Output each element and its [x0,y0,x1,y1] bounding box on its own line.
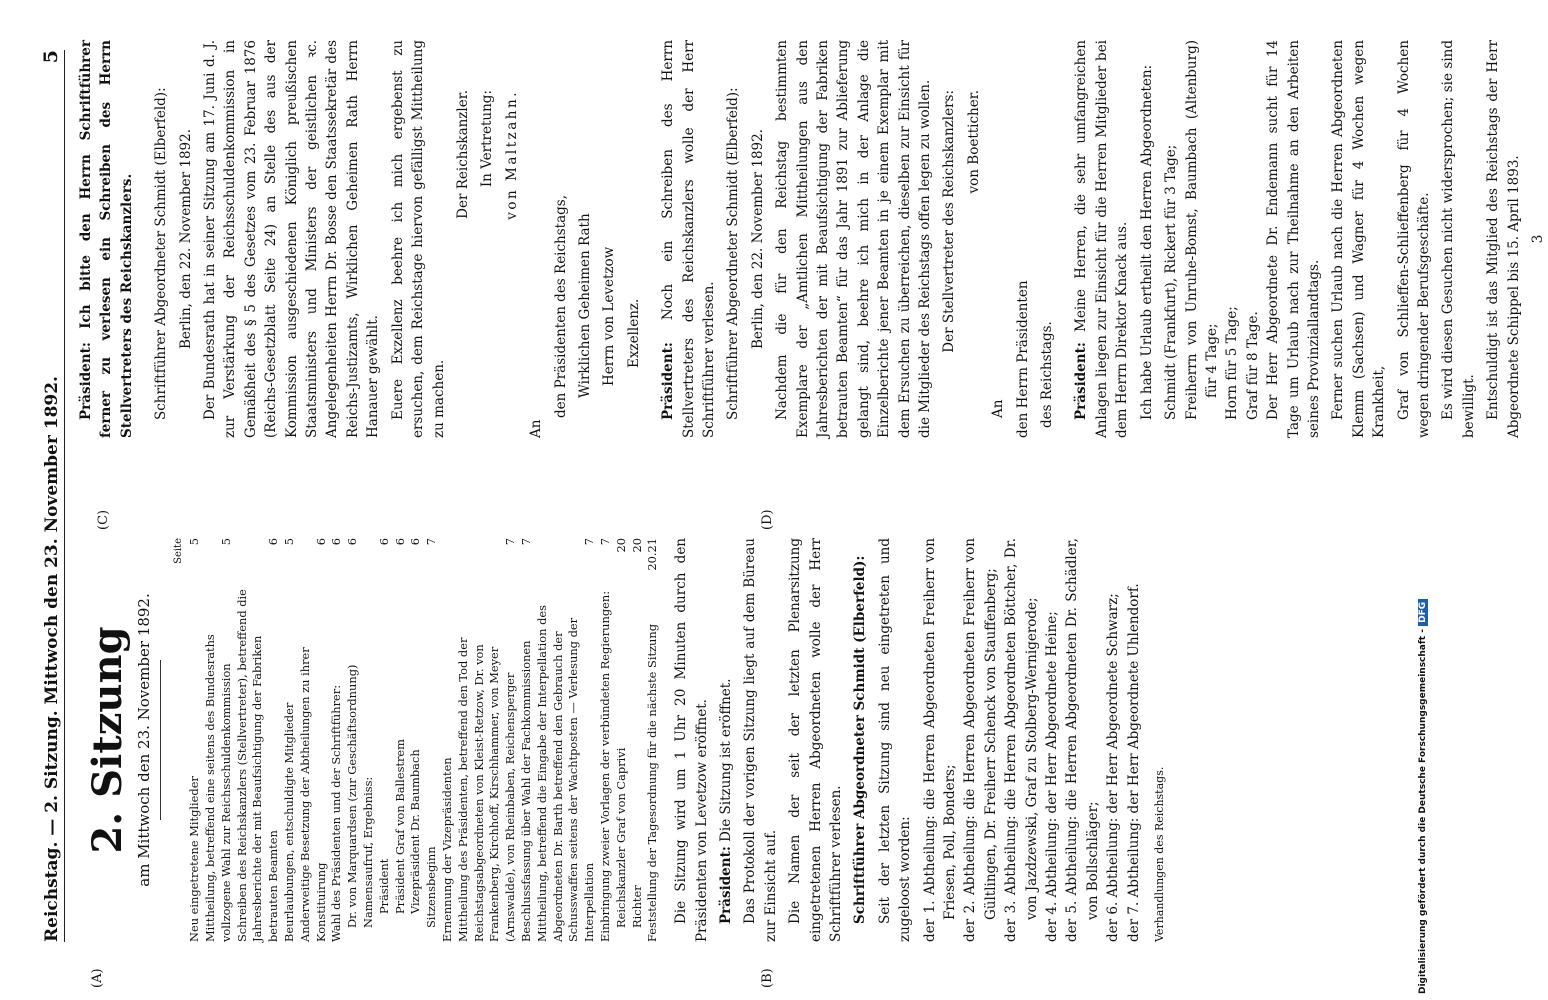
signature-name: von Maltzahn. [503,90,520,220]
toc-entry-text: Wahl des Präsidenten und der Schriftführer: [329,684,344,942]
toc-entry-page: 5 [187,538,202,546]
toc-entry-text: Präsident [376,858,391,914]
leave-request: Der Herr Abgeordnete Dr. Endemann sucht für 14 Tage um Urlaub nach zur Theilnahme an den Arbeiten seines Provinziallandtags. [1265,40,1322,438]
division-item: der 2. Abtheilung: die Herren Abgeordneten Freiherr von Gültlingen, Dr. Freiherr Schenck von Stauffenberg; [962,538,999,942]
speaker-label: Präsident: [78,342,94,420]
margin-marker-b: (B) [760,968,775,988]
signature-line: Der Reichskanzler. [454,90,471,219]
letter-closing: Euere Exzellenz beehre ich mich ergebenst zu ersuchen, dem Reichstage hiervon gefälligst Mittheilung zu machen. [389,40,447,438]
toc-entry-text: Feststellung der Tagesordnung für die nächste Sitzung [645,623,660,942]
toc-entry [345,538,361,942]
toc-entry [203,538,235,942]
president-statement-2: Das Protokoll der vorigen Sitzung liegt auf dem Büreau zur Einsicht auf. [742,538,779,942]
table-of-contents [171,538,661,942]
toc-entry-text: Sitzensbeginn [424,846,439,928]
toc-entry [456,538,519,942]
division-item: der 6. Abtheilung: der Herr Abgeordnete Schwarz; [1105,593,1122,942]
toc-entry-page: 7 [424,538,439,546]
statement-text: Noch ein Schreiben des Herrn Stellvertreters des Reichskanzlers wolle der Herr Schriftführer verlesen. [660,39,717,438]
letter-date: Berlin, den 22. November 1892. [749,128,766,350]
dfg-logo: DFG [1418,599,1428,626]
toc-entry-text: Namensaufruf, Ergebniss: [360,776,375,928]
letter-body: Der Bundesrath hat in seiner Sitzung am 17. Juni d. J. zur Verstärkung der Reichsschuldenkommission in Gemäßheit des § 5 des Gesetzes vom 23. Februar 1876 (Reichs-Gesetzblatt Seite 24) an Stelle des aus der Kommission ausgeschiedenen Königlich preußischen Staatsministers und Ministers der geistlichen ꝛc. Angelegenheiten Herrn Dr. Bosse den Staatssekretär des Reichs-Justizamts, Wirklichen Geheimen Rath Herrn Hanauer gewählt. [202,40,382,438]
address-line: des Reichstags. [1039,321,1056,428]
toc-entry [535,538,598,942]
toc-entry-page: 6 [313,538,328,546]
leave-item: Horn für 5 Tage; [1224,306,1241,420]
signature-name: von Boetticher. [965,90,982,194]
toc-entry [614,538,630,942]
toc-entry-text: Neu eingetretene Mitglieder [187,776,202,942]
toc-entry-text: Richter [629,885,644,928]
sheet-number: 3 [1530,234,1546,244]
toc-entry-page: 6 [345,538,360,546]
toc-entry-page: 6 [266,538,281,546]
page-number: 5 [40,50,62,64]
toc-entry [187,538,203,942]
margin-marker-c: (C) [96,509,111,530]
toc-column-head: Seite [173,538,185,564]
toc-entry-page: 20 [613,538,628,553]
toc-entry-page: 5 [218,538,233,546]
president-statement-3: Die Namen der seit der letzten Plenarsitzung eingetretenen Herren Abgeordneten wolle der Herr Schriftführer verlesen. [787,538,844,942]
leave-intro: Ich habe Urlaub ertheilt den Herren Abgeordneten: [1138,64,1155,420]
leave-item: Schmidt (Frankfurt), Rickert für 3 Tage; [1163,144,1180,420]
toc-entry-text: Ernennung der Vizepräsidenten [439,757,454,942]
toc-entry-text: Anderweitige Besetzung der Abtheilungen zu ihrer Konstituirung [297,647,328,942]
toc-entry-text: Reichskanzler Graf von Caprivi [613,747,628,928]
address-line: den Herrn Präsidenten [1014,280,1031,438]
address-line: Exzellenz. [625,298,642,368]
address-line: An [528,419,545,438]
toc-entry-text: Schreiben des Reichskanzlers (Stellvertreter), betreffend die Jahresberichte der mit Beaufsichtigung der Fabriken betrauten Beamten [234,589,281,942]
toc-entry-text: Einbringung zweier Vorlagen der verbündeten Regierungen: [597,590,612,942]
division-list [920,538,1144,942]
statement-text: Meine Herren, die sehr umfangreichen Anlagen liegen zur Einsicht für die Herren Mitglieder bei dem Herrn Direktor Knack aus. [1073,40,1131,438]
toc-entry-page: 6 [392,538,407,546]
toc-entry [298,538,330,942]
speaker-label: Präsident: [1073,342,1090,420]
margin-marker-a: (A) [90,968,105,988]
toc-entry-page: 6 [329,538,344,546]
secretary-statement [850,538,870,942]
toc-entry [630,538,646,942]
leave-item: Freiherrn von Unruhe-Bomst, Baumbach (Altenburg) für 4 Tage; [1183,40,1220,420]
toc-entry [645,538,661,942]
leave-list [1161,40,1263,438]
letter-body: Nachdem die für den Reichstag bestimmten Exemplare der „Amtlichen Mittheilungen aus den Jahresberichten der mit Beaufsichtigung der Fabriken betrauten Beamten“ für das Jahr 1891 zur Ablieferung gelangt sind, beehre ich mich in der Anlage die Einzelberichte jener Beamten in je einem Exemplar mit dem Ersuchen zu überreichen, dieselben zur Einsicht für die Mitglieder des Reichstags offen legen zu wollen. [774,40,934,438]
margin-marker-d: (D) [760,509,775,530]
leave-granted: Es wird diesen Gesuchen nicht widersprochen; sie sind bewilligt. [1440,40,1477,438]
address-line: Herrn von Levetzow [601,246,618,386]
president-statement [1071,40,1132,438]
speaker-label: Präsident: [660,342,677,420]
opening-paragraph: Die Sitzung wird um 1 Uhr 20 Minuten durch den Präsidenten von Levetzow eröffnet. [673,538,710,942]
toc-entry [440,538,456,942]
division-item: der 3. Abtheilung: die Herren Abgeordneten Böttcher, Dr. von Jazdzewski, Graf zu Stolberg-Wernigerode; [1003,538,1040,942]
toc-entry-text: Mittheilung des Präsidenten, betreffend den Tod der Reichstagsabgeordneten von Kleist-Retzow, Dr. von Frankenberg, Kirchhoff, Kirschhammer, von Meyer (Arnswalde), von Rheinbaben, Reichensperger [455,637,518,942]
address-line: den Präsidenten des Reichstags, [552,194,569,418]
division-item: der 4. Abtheilung: der Herr Abgeordnete Heine; [1044,611,1061,942]
toc-entry-page: 6 [376,538,391,546]
toc-entry-text: Präsident Graf von Ballestrem [392,739,407,914]
secretary-label: Schriftführer Abgeordneter Schmidt (Elberfeld): [725,87,742,420]
letter-date: Berlin, den 22. November 1892. [177,128,194,350]
title-rule [160,660,161,820]
toc-entry-page: 7 [503,538,518,546]
toc-entry-page: 7 [582,538,597,546]
running-header [38,50,65,942]
digitization-text: Digitalisierung gefördert durch die Deutsche Forschungsgemeinschaft - [1418,629,1428,994]
right-column [76,39,1546,438]
address-line: An [990,399,1007,418]
toc-entry-page: 6 [408,538,423,546]
division-item: der 7. Abtheilung: der Herr Abgeordnete Uhlendorf. [1125,583,1142,942]
toc-entry [235,538,282,942]
leave-request: Graf von Schlieffen-Schlieffenberg für 4 Wochen wegen dringender Berufsgeschäfte. [1395,40,1432,438]
division-item: der 1. Abtheilung: die Herren Abgeordneten Freiherr von Friesen, Poll, Bonders; [921,538,958,942]
toc-entry-text: Mittheilung, betreffend die Eingabe der Interpellation des Abgeordneten Dr. Barth betreffend den Gebrauch der Schusswaffen seitens der Wachtposten — Verlesung der Interpellation [534,605,597,942]
session-title: 2. Sitzung [84,626,131,854]
toc-entry-text: Dr. von Marquardsen (zur Geschäftsordnung) [345,664,360,928]
toc-entry [361,538,377,942]
digitization-note [1418,599,1428,994]
secretary-label: Schriftführer Abgeordneter Schmidt (Elberfeld): [153,87,170,420]
division-item: der 5. Abtheilung: die Herren Abgeordneten Dr. Schädler, von Bollschläger; [1064,538,1101,942]
president-statement [76,40,137,438]
toc-entry-text: Mittheilung, betreffend eine seitens des Bundesraths vollzogene Wahl zur Reichsschuldenkommission [203,634,233,942]
toc-entry [598,538,614,942]
speaker-label: Schriftführer Abgeordneter Schmidt (Elberfeld): [852,555,869,924]
toc-entry-page: 7 [597,538,612,546]
address-line: Wirklichen Geheimen Rath [576,213,593,398]
header-title: Reichstag. — 2. Sitzung. Mittwoch den 23. November 1892. [42,376,62,942]
excused-member: Entschuldigt ist das Mitglied des Reichstags der Herr Abgeordnete Schippel bis 15. April 1893. [1485,40,1522,438]
signature-line: In Vertretung: [479,90,496,188]
statement-text: Die Sitzung ist eröffnet. [717,678,734,842]
leave-request: Ferner suchen Urlaub nach die Herren Abgeordneten Klemm (Sachsen) und Wagner für 4 Wochen wegen Krankheit, [1330,40,1388,438]
toc-entry-text: Beurlaubungen, entschuldigte Mitglieder [281,702,296,942]
toc-entry [519,538,535,942]
president-statement [658,40,719,438]
signature-line: Der Stellvertreter des Reichskanzlers: [941,90,958,353]
left-column [76,538,1402,942]
statement-text: Ich bitte den Herrn Schriftführer ferner zu verlesen ein Schreiben des Herrn Stellvertreters des Reichskanzlers. [78,40,135,438]
leave-item: Graf für 8 Tage. [1244,311,1261,420]
toc-entry-page: 5 [281,538,296,546]
toc-rows [187,538,661,942]
toc-entry-text: Beschlussfassung über Wahl der Fachkommissionen [518,640,533,942]
session-subtitle: am Mittwoch den 23. November 1892. [135,593,153,887]
secretary-text: Seit der letzten Sitzung sind neu eingetreten und zugeloost worden: [876,538,914,942]
toc-entry-page: 20.21 [645,538,660,571]
toc-entry [408,538,424,942]
president-statement-1 [716,538,736,942]
speaker-label: Präsident: [717,846,734,924]
toc-entry [377,538,393,942]
toc-entry-page: 7 [518,538,533,546]
page-footer-note: Verhandlungen des Reichstags. [1153,766,1167,942]
toc-entry [282,538,298,942]
toc-entry [393,538,409,942]
toc-entry [424,538,440,942]
toc-entry-text: Vizepräsident Dr. Baumbach [408,749,423,914]
toc-entry [329,538,345,942]
toc-entry-page: 20 [629,538,644,553]
